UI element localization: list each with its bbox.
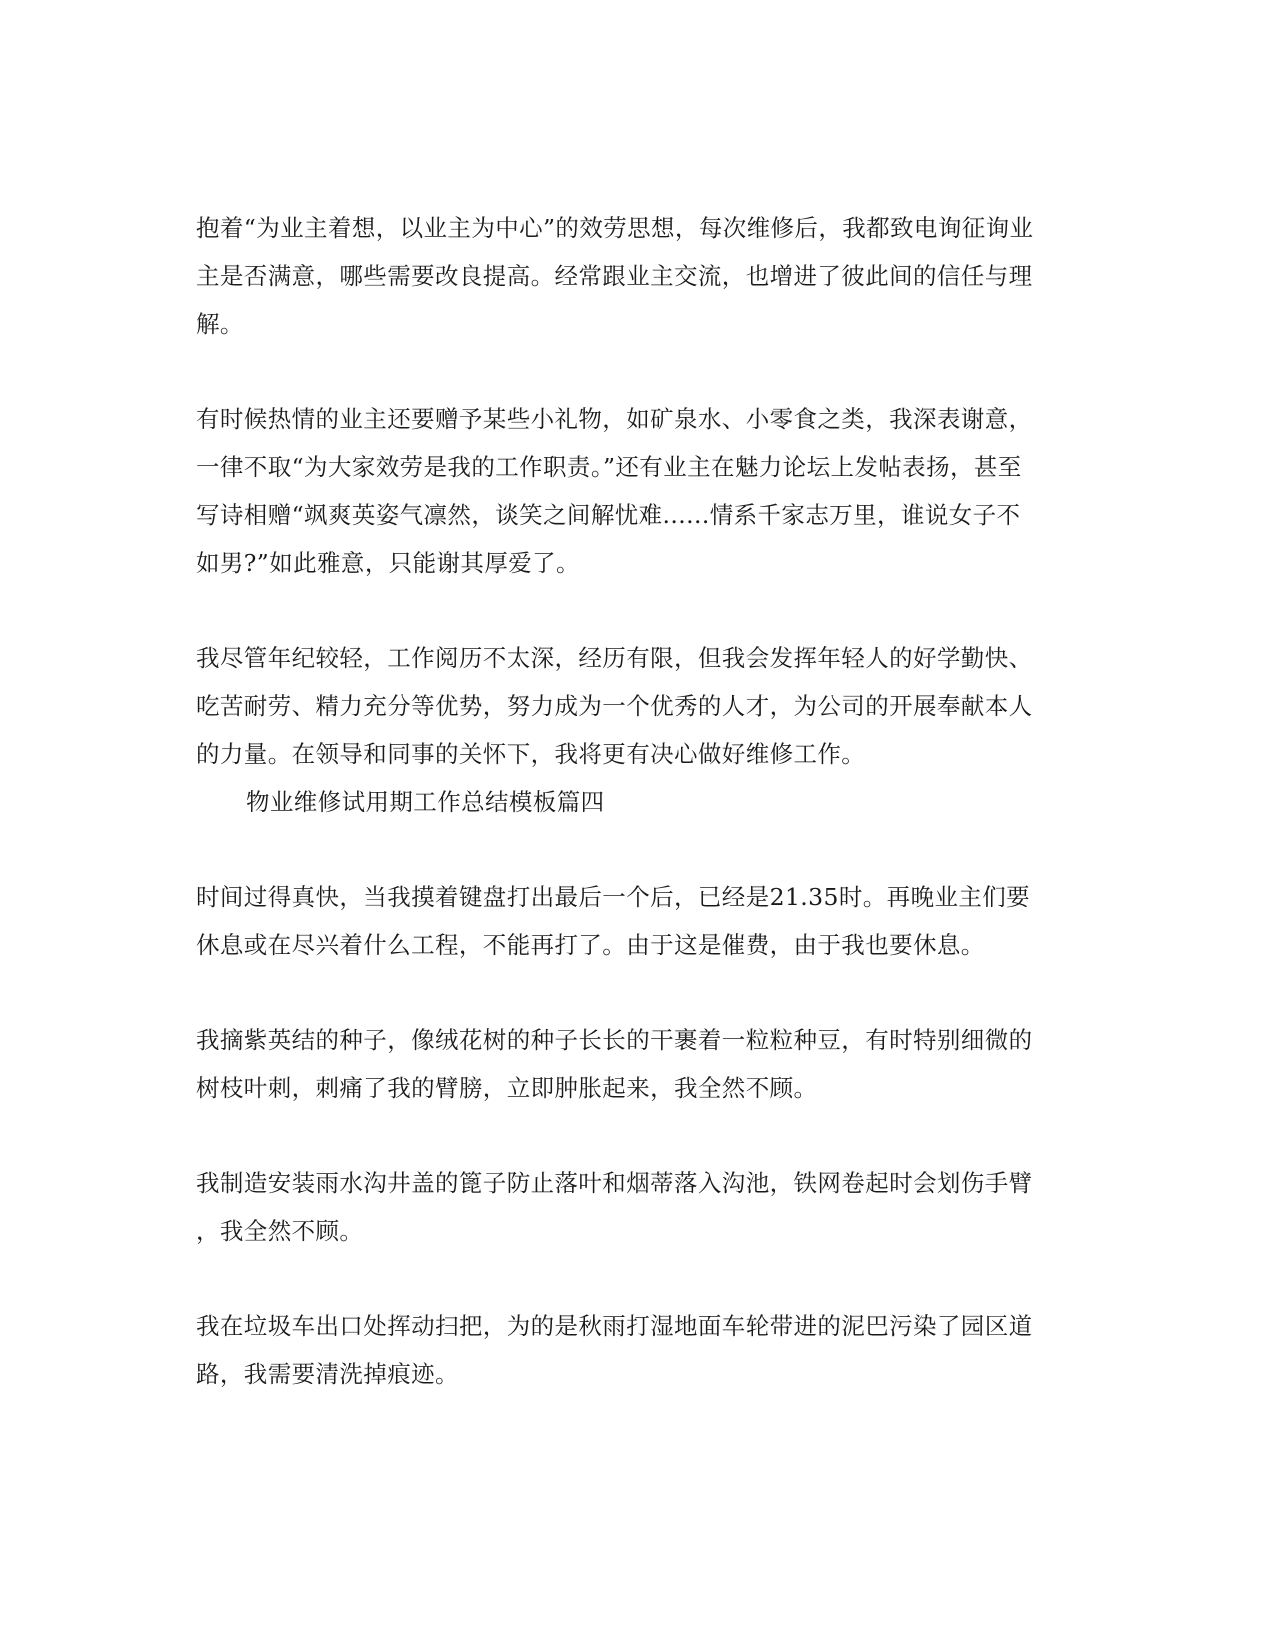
paragraph-3-line-3: 的力量。在领导和同事的关怀下，我将更有决心做好维修工作。 <box>196 740 866 768</box>
paragraph-2-line-1: 有时候热情的业主还要赠予某些小礼物，如矿泉水、小零食之类，我深表谢意， <box>196 405 1033 433</box>
paragraph-4-line-2: 休息或在尽兴着什么工程，不能再打了。由于这是催费，由于我也要休息。 <box>196 931 985 959</box>
paragraph-6-line-1: 我制造安装雨水沟井盖的篦子防止落叶和烟蒂落入沟池，铁网卷起时会划伤手臂 <box>196 1169 1033 1197</box>
paragraph-3-line-1: 我尽管年纪较轻，工作阅历不太深，经历有限，但我会发挥年轻人的好学勤快、 <box>196 644 1033 672</box>
paragraph-2-line-2: 一律不取“为大家效劳是我的工作职责。”还有业主在魅力论坛上发帖表扬，甚至 <box>196 453 1022 481</box>
paragraph-6-line-2: ，我全然不顾。 <box>196 1217 364 1245</box>
paragraph-2-line-4: 如男?”如此雅意，只能谢其厚爱了。 <box>196 549 580 577</box>
paragraph-5-line-2: 树枝叶刺，刺痛了我的臂膀，立即肿胀起来，我全然不顾。 <box>196 1074 818 1102</box>
paragraph-3-line-2: 吃苦耐劳、精力充分等优势，努力成为一个优秀的人才，为公司的开展奉献本人 <box>196 692 1033 720</box>
paragraph-7-line-2: 路，我需要清洗掉痕迹。 <box>196 1360 459 1388</box>
paragraph-1-line-2: 主是否满意，哪些需要改良提高。经常跟业主交流，也增进了彼此间的信任与理 <box>196 262 1033 290</box>
paragraph-1-line-1: 抱着“为业主着想，以业主为中心”的效劳思想，每次维修后，我都致电询征询业 <box>196 214 1034 242</box>
section-heading: 物业维修试用期工作总结模板篇四 <box>246 788 605 816</box>
paragraph-2-line-3: 写诗相赠“飒爽英姿气凛然，谈笑之间解忧难......情系千家志万里，谁说女子不 <box>196 501 1021 529</box>
paragraph-1-line-3: 解。 <box>196 310 244 338</box>
paragraph-4-line-1: 时间过得真快，当我摸着键盘打出最后一个后，已经是21.35时。再晚业主们要 <box>196 883 1031 911</box>
paragraph-7-line-1: 我在垃圾车出口处挥动扫把，为的是秋雨打湿地面车轮带进的泥巴污染了园区道 <box>196 1312 1033 1340</box>
paragraph-5-line-1: 我摘紫英结的种子，像绒花树的种子长长的干裹着一粒粒种豆，有时特别细微的 <box>196 1026 1033 1054</box>
